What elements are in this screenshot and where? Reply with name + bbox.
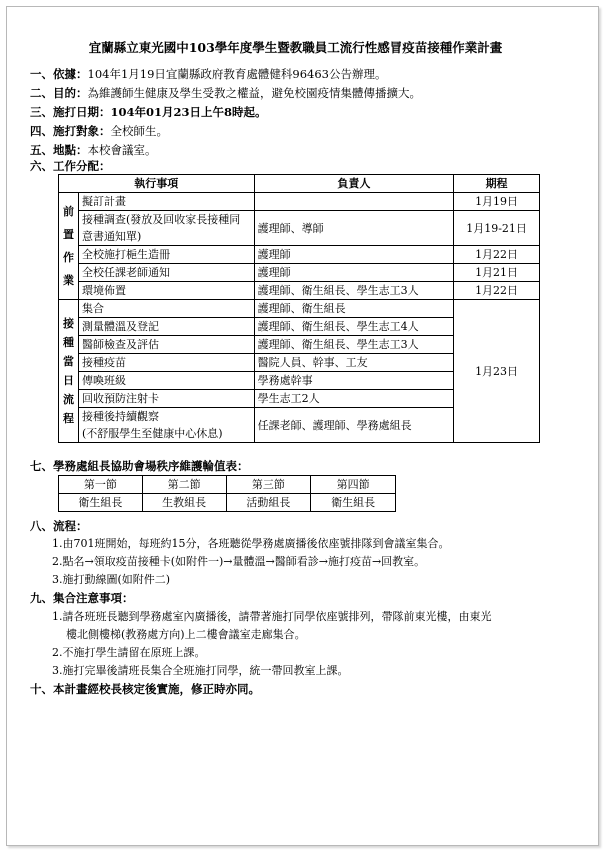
- table-row: 全校施打梔生造冊 護理師 1月22日: [59, 246, 540, 264]
- section-date: 三、施打日期：104年01月23日上午8時起。: [30, 105, 267, 119]
- table-row: 全校任課老師通知 護理師 1月21日: [59, 264, 540, 282]
- day-date-cell: 1月23日: [454, 300, 540, 443]
- duty-roster-table: [58, 475, 396, 512]
- document-title: 宜蘭縣立東光國中103學年度學生暨教職員工流行性感冒疫苗接種作業計畫: [88, 40, 503, 55]
- table-row: 接種疫苗 醫院人員、幹事、工友: [59, 354, 540, 372]
- section-purpose: 二、目的：為維護師生健康及學生受教之權益，避免校園疫情集體傳播擴大。: [30, 86, 421, 100]
- section-basis: 一、依據：104年1月19日宜蘭縣政府教育處體健科96463公告辦理。: [30, 67, 387, 81]
- section-process: 八、流程：: [30, 519, 88, 533]
- group-label-prep: 前置作業: [59, 193, 79, 300]
- table-row: 醫師檢查及評估 護理師、衛生組長、學生志工3人: [59, 336, 540, 354]
- table-header-row: 執行事項 負責人 期程: [59, 175, 540, 193]
- section-approval: 十、本計畫經校長核定後實施，修正時亦同。: [30, 682, 260, 696]
- table-row: 傳喚班級 學務處幹事: [59, 372, 540, 390]
- table-row: 接種調查(發放及回收家長接種同意書通知單) 護理師、導師 1月19-21日: [59, 211, 540, 246]
- process-step: 2.點名→領取疫苗接種卡(如附件一)→量體溫→醫師看診→施打疫苗→回教室。: [52, 555, 426, 568]
- process-step: 1.由701班開始，每班約15分，各班聽從學務處廣播後依座號排隊到會議室集合。: [52, 537, 450, 550]
- section-duty-roster: 七、學務處組長協助會場秩序維護輪值表：: [30, 459, 249, 473]
- section-target: 四、施打對象：全校師生。: [30, 124, 168, 138]
- duty-header-row: 第一節 第二節 第三節 第四節: [59, 476, 396, 494]
- duty-value-row: 衛生組長 生教組長 活動組長 衛生組長: [59, 494, 396, 512]
- section-notes: 九、集合注意事項：: [30, 591, 134, 605]
- table-row: 回收預防注射卡 學生志工2人: [59, 390, 540, 408]
- table-row: 前置作業 擬訂計畫 1月19日: [59, 193, 540, 211]
- section-work-assignment: 六、工作分配：: [30, 159, 111, 173]
- table-row: 接種後持續觀察 (不舒服學生至健康中心休息) 任課老師、護理師、學務處組長: [59, 408, 540, 443]
- note-item: 3.施打完畢後請班長集合全班施打同學，統一帶回教室上課。: [52, 664, 349, 677]
- note-item-continued: 樓北側樓梯(教務處方向)上二樓會議室走廊集合。: [66, 628, 306, 641]
- table-row: 測量體溫及登記 護理師、衛生組長、學生志工4人: [59, 318, 540, 336]
- note-item: 1.請各班班長聽到學務處室內廣播後，請帶著施打同學依座號排列，帶隊前東光樓，由東光: [52, 610, 492, 623]
- note-item: 2.不施打學生請留在原班上課。: [52, 646, 206, 659]
- table-row: 環境佈置 護理師、衛生組長、學生志工3人 1月22日: [59, 282, 540, 300]
- work-assignment-table: [58, 174, 540, 443]
- table-row: 接種當日流程 集合 護理師、衛生組長 1月23日: [59, 300, 540, 318]
- process-step: 3.施打動線圖(如附件二): [52, 573, 171, 586]
- section-location: 五、地點：本校會議室。: [30, 143, 157, 157]
- group-label-day: 接種當日流程: [59, 300, 79, 443]
